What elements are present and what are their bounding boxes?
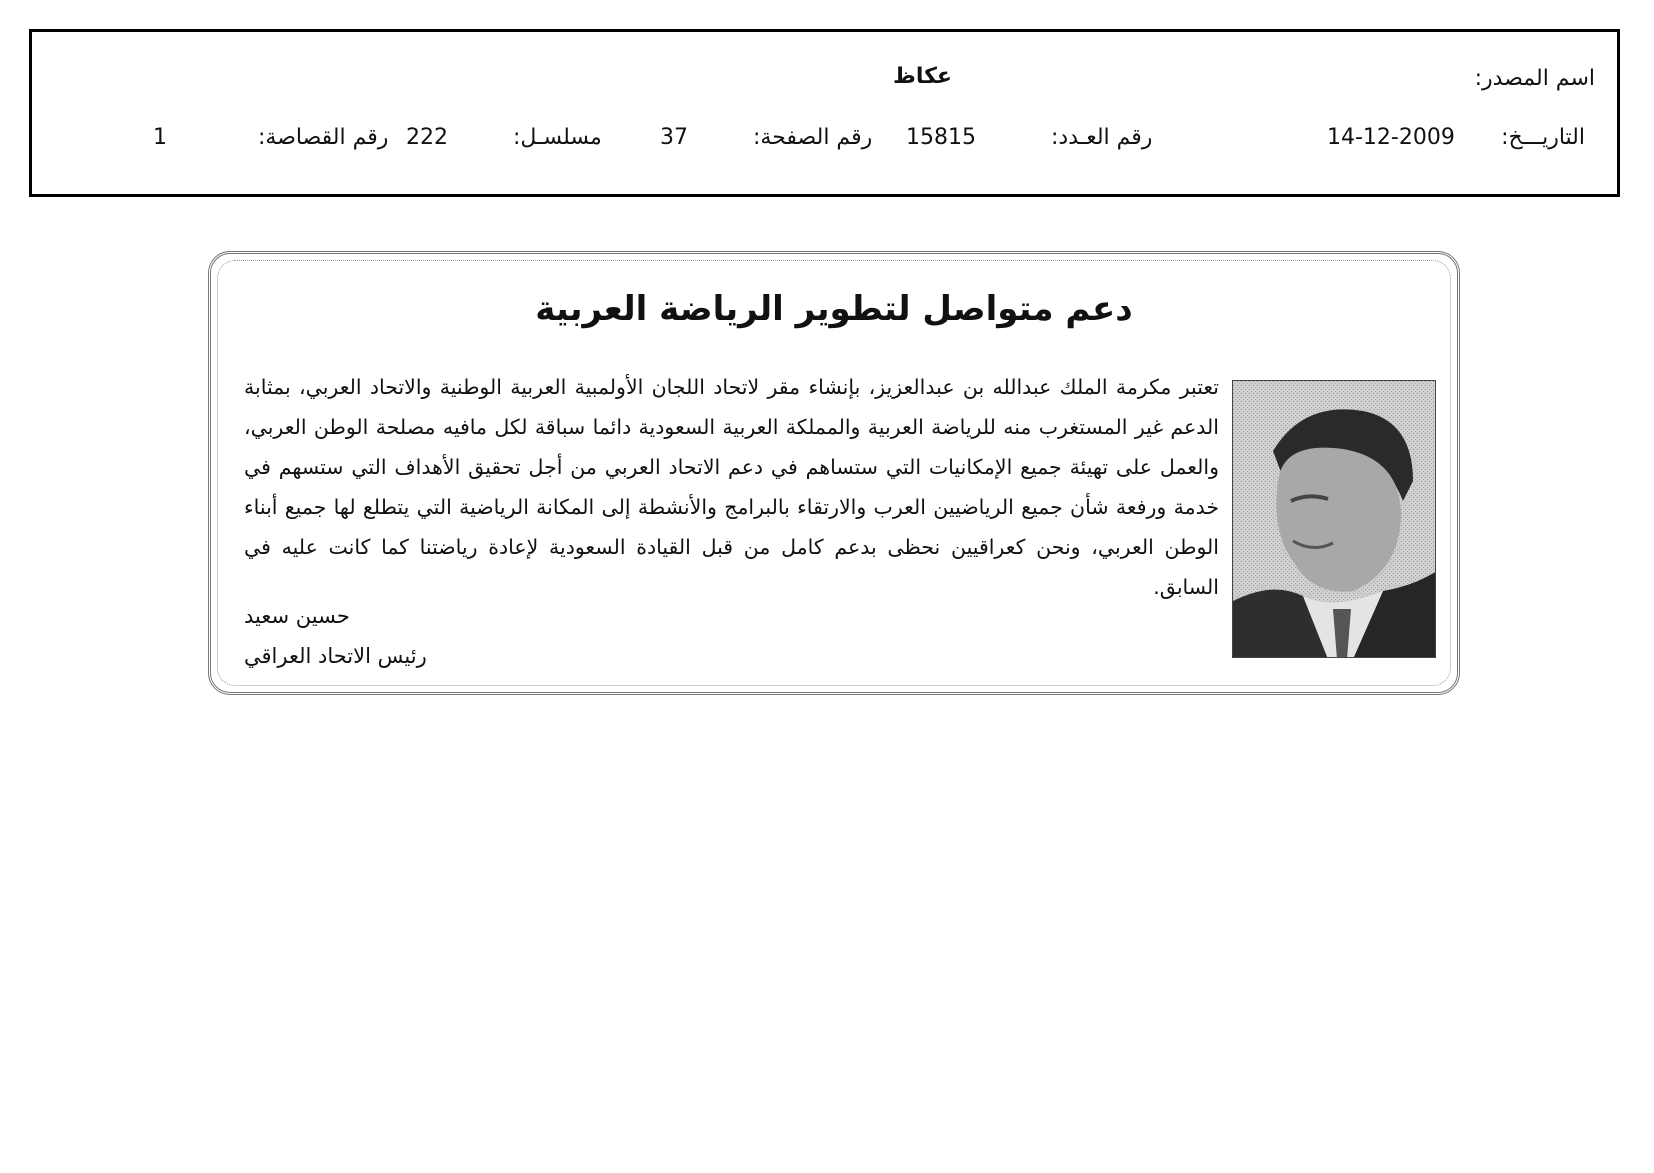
date-value: 14-12-2009	[1327, 125, 1455, 150]
serial-value: 222	[406, 125, 448, 150]
author-photo	[1232, 380, 1436, 658]
author-title: رئيس الاتحاد العراقي	[244, 644, 427, 668]
clip-number-value: 1	[153, 125, 167, 150]
source-label: اسم المصدر:	[1474, 66, 1595, 91]
clip-number-label: رقم القصاصة:	[258, 125, 389, 150]
page-value: 37	[660, 125, 688, 150]
author-name: حسين سعيد	[244, 604, 350, 628]
page-label: رقم الصفحة:	[753, 125, 873, 150]
source-value: عكاظ	[893, 64, 952, 89]
article-headline: دعم متواصل لتطوير الرياضة العربية	[535, 289, 1133, 329]
issue-label: رقم العـدد:	[1051, 125, 1153, 150]
date-label: التاريـــخ:	[1501, 125, 1585, 150]
article-body: تعتبر مكرمة الملك عبدالله بن عبدالعزيز، بإنشاء مقر لاتحاد اللجان الأولمبية العربية الوطنية والاتحاد العربي، بمثابة الدعم غير المستغرب منه للرياضة العربية والمملكة العربية السعودية دائما سباقة لكل مافيه مصلحة الوطن العربي، والعمل على تهيئة جميع الإمكانيات التي ستساهم في دعم الاتحاد العربي من أجل تحقيق الأهداف التي ستسهم في خدمة ورفعة شأن جميع الرياضيين العرب والارتقاء بالبرامج والأنشطة إلى المكانة الرياضية التي يتطلع لها جميع أبناء الوطن العربي، ونحن كعراقيين نحظى بدعم كامل من قبل القيادة السعودية لإعادة رياضتنا كما كانت عليه في السابق.	[244, 375, 1219, 599]
serial-label: مسلسـل:	[513, 125, 602, 150]
issue-value: 15815	[906, 125, 976, 150]
clipping-metadata-box	[29, 29, 1620, 197]
